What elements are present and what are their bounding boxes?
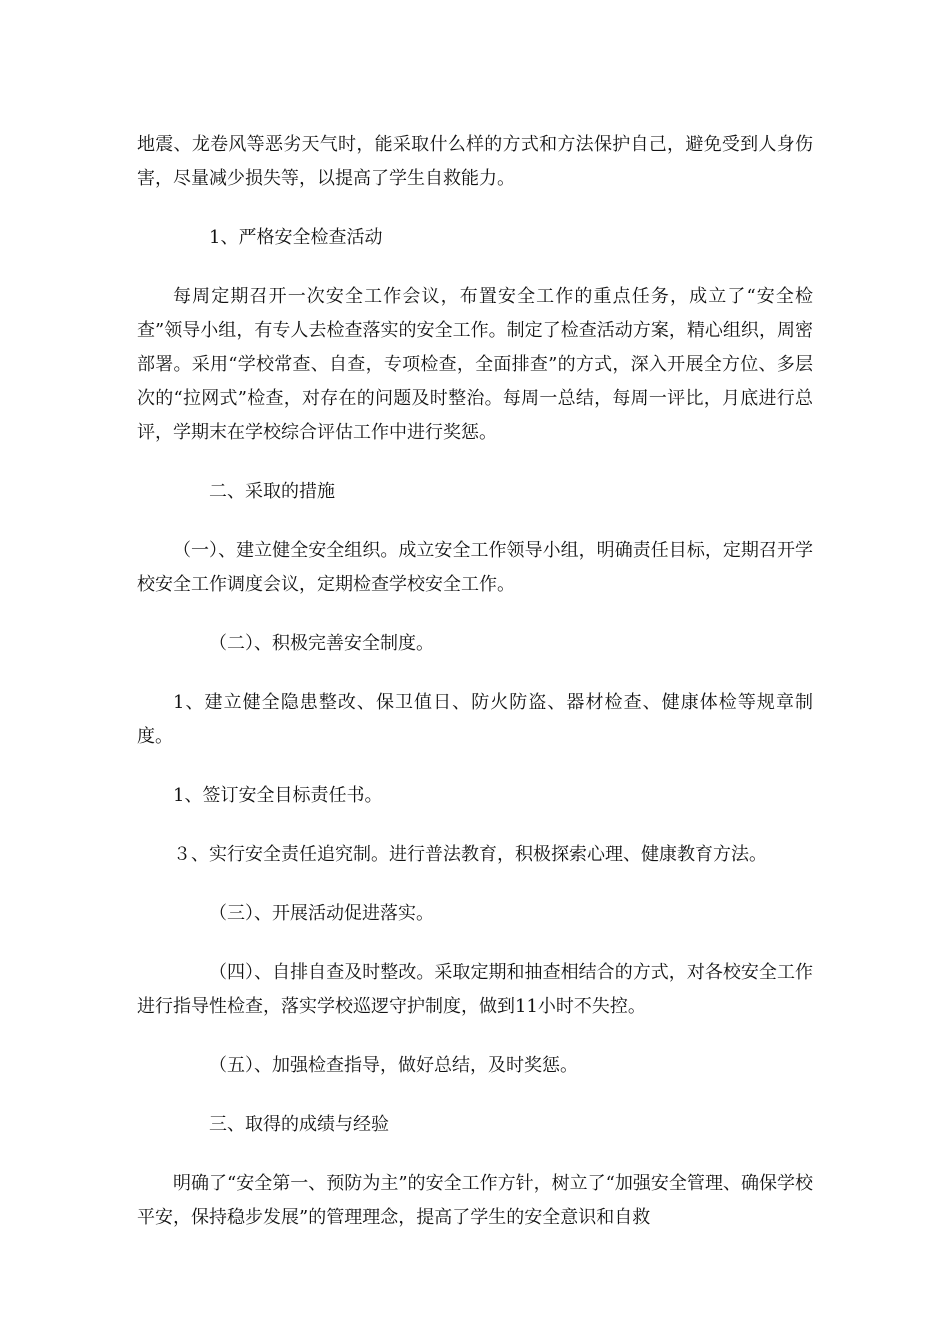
paragraph-measure-4: （四）、自排自查及时整改。采取定期和抽查相结合的方式，对各校安全工作进行指导性检查，落实学校巡逻守护制度，做到11小时不失控。 bbox=[137, 962, 813, 1017]
paragraph-measure-1: （一）、建立健全安全组织。成立安全工作领导小组，明确责任目标，定期召开学校安全工作调度会议，定期检查学校安全工作。 bbox=[137, 540, 813, 595]
paragraph-measure-2: （二）、积极完善安全制度。 bbox=[209, 633, 434, 654]
paragraph-weekly-meeting: 每周定期召开一次安全工作会议，布置安全工作的重点任务，成立了“安全检查”领导小组，有专人去检查落实的安全工作。制定了检查活动方案，精心组织，周密部署。采用“学校常查、自查，专项检查，全面排查”的方式，深入开展全方位、多层次的“拉网式”检查，对存在的问题及时整治。每周一总结，每周一评比，月底进行总评，学期末在学校综合评估工作中进行奖惩。 bbox=[137, 286, 813, 443]
section-heading-measures: 二、采取的措施 bbox=[209, 481, 335, 502]
paragraph-achievements: 明确了“安全第一、预防为主”的安全工作方针，树立了“加强安全管理、确保学校平安，保持稳步发展”的管理理念，提高了学生的安全意识和自救 bbox=[137, 1173, 813, 1228]
section-heading-achievements: 三、取得的成绩与经验 bbox=[209, 1114, 389, 1135]
paragraph-continuation: 地震、龙卷风等恶劣天气时，能采取什么样的方式和方法保护自己，避免受到人身伤害，尽量减少损失等，以提高了学生自救能力。 bbox=[137, 134, 813, 189]
section-heading-safety-inspection: 1、严格安全检查活动 bbox=[209, 227, 383, 248]
paragraph-responsibility-letter: 1、签订安全目标责任书。 bbox=[173, 785, 383, 806]
paragraph-rules: 1、建立健全隐患整改、保卫值日、防火防盗、器材检查、健康体检等规章制度。 bbox=[137, 692, 813, 747]
document-body bbox=[137, 128, 813, 1235]
paragraph-measure-3: （三）、开展活动促进落实。 bbox=[209, 903, 434, 924]
paragraph-accountability: ３、实行安全责任追究制。进行普法教育，积极探索心理、健康教育方法。 bbox=[173, 844, 767, 865]
paragraph-measure-5: （五）、加强检查指导，做好总结，及时奖惩。 bbox=[209, 1055, 578, 1076]
